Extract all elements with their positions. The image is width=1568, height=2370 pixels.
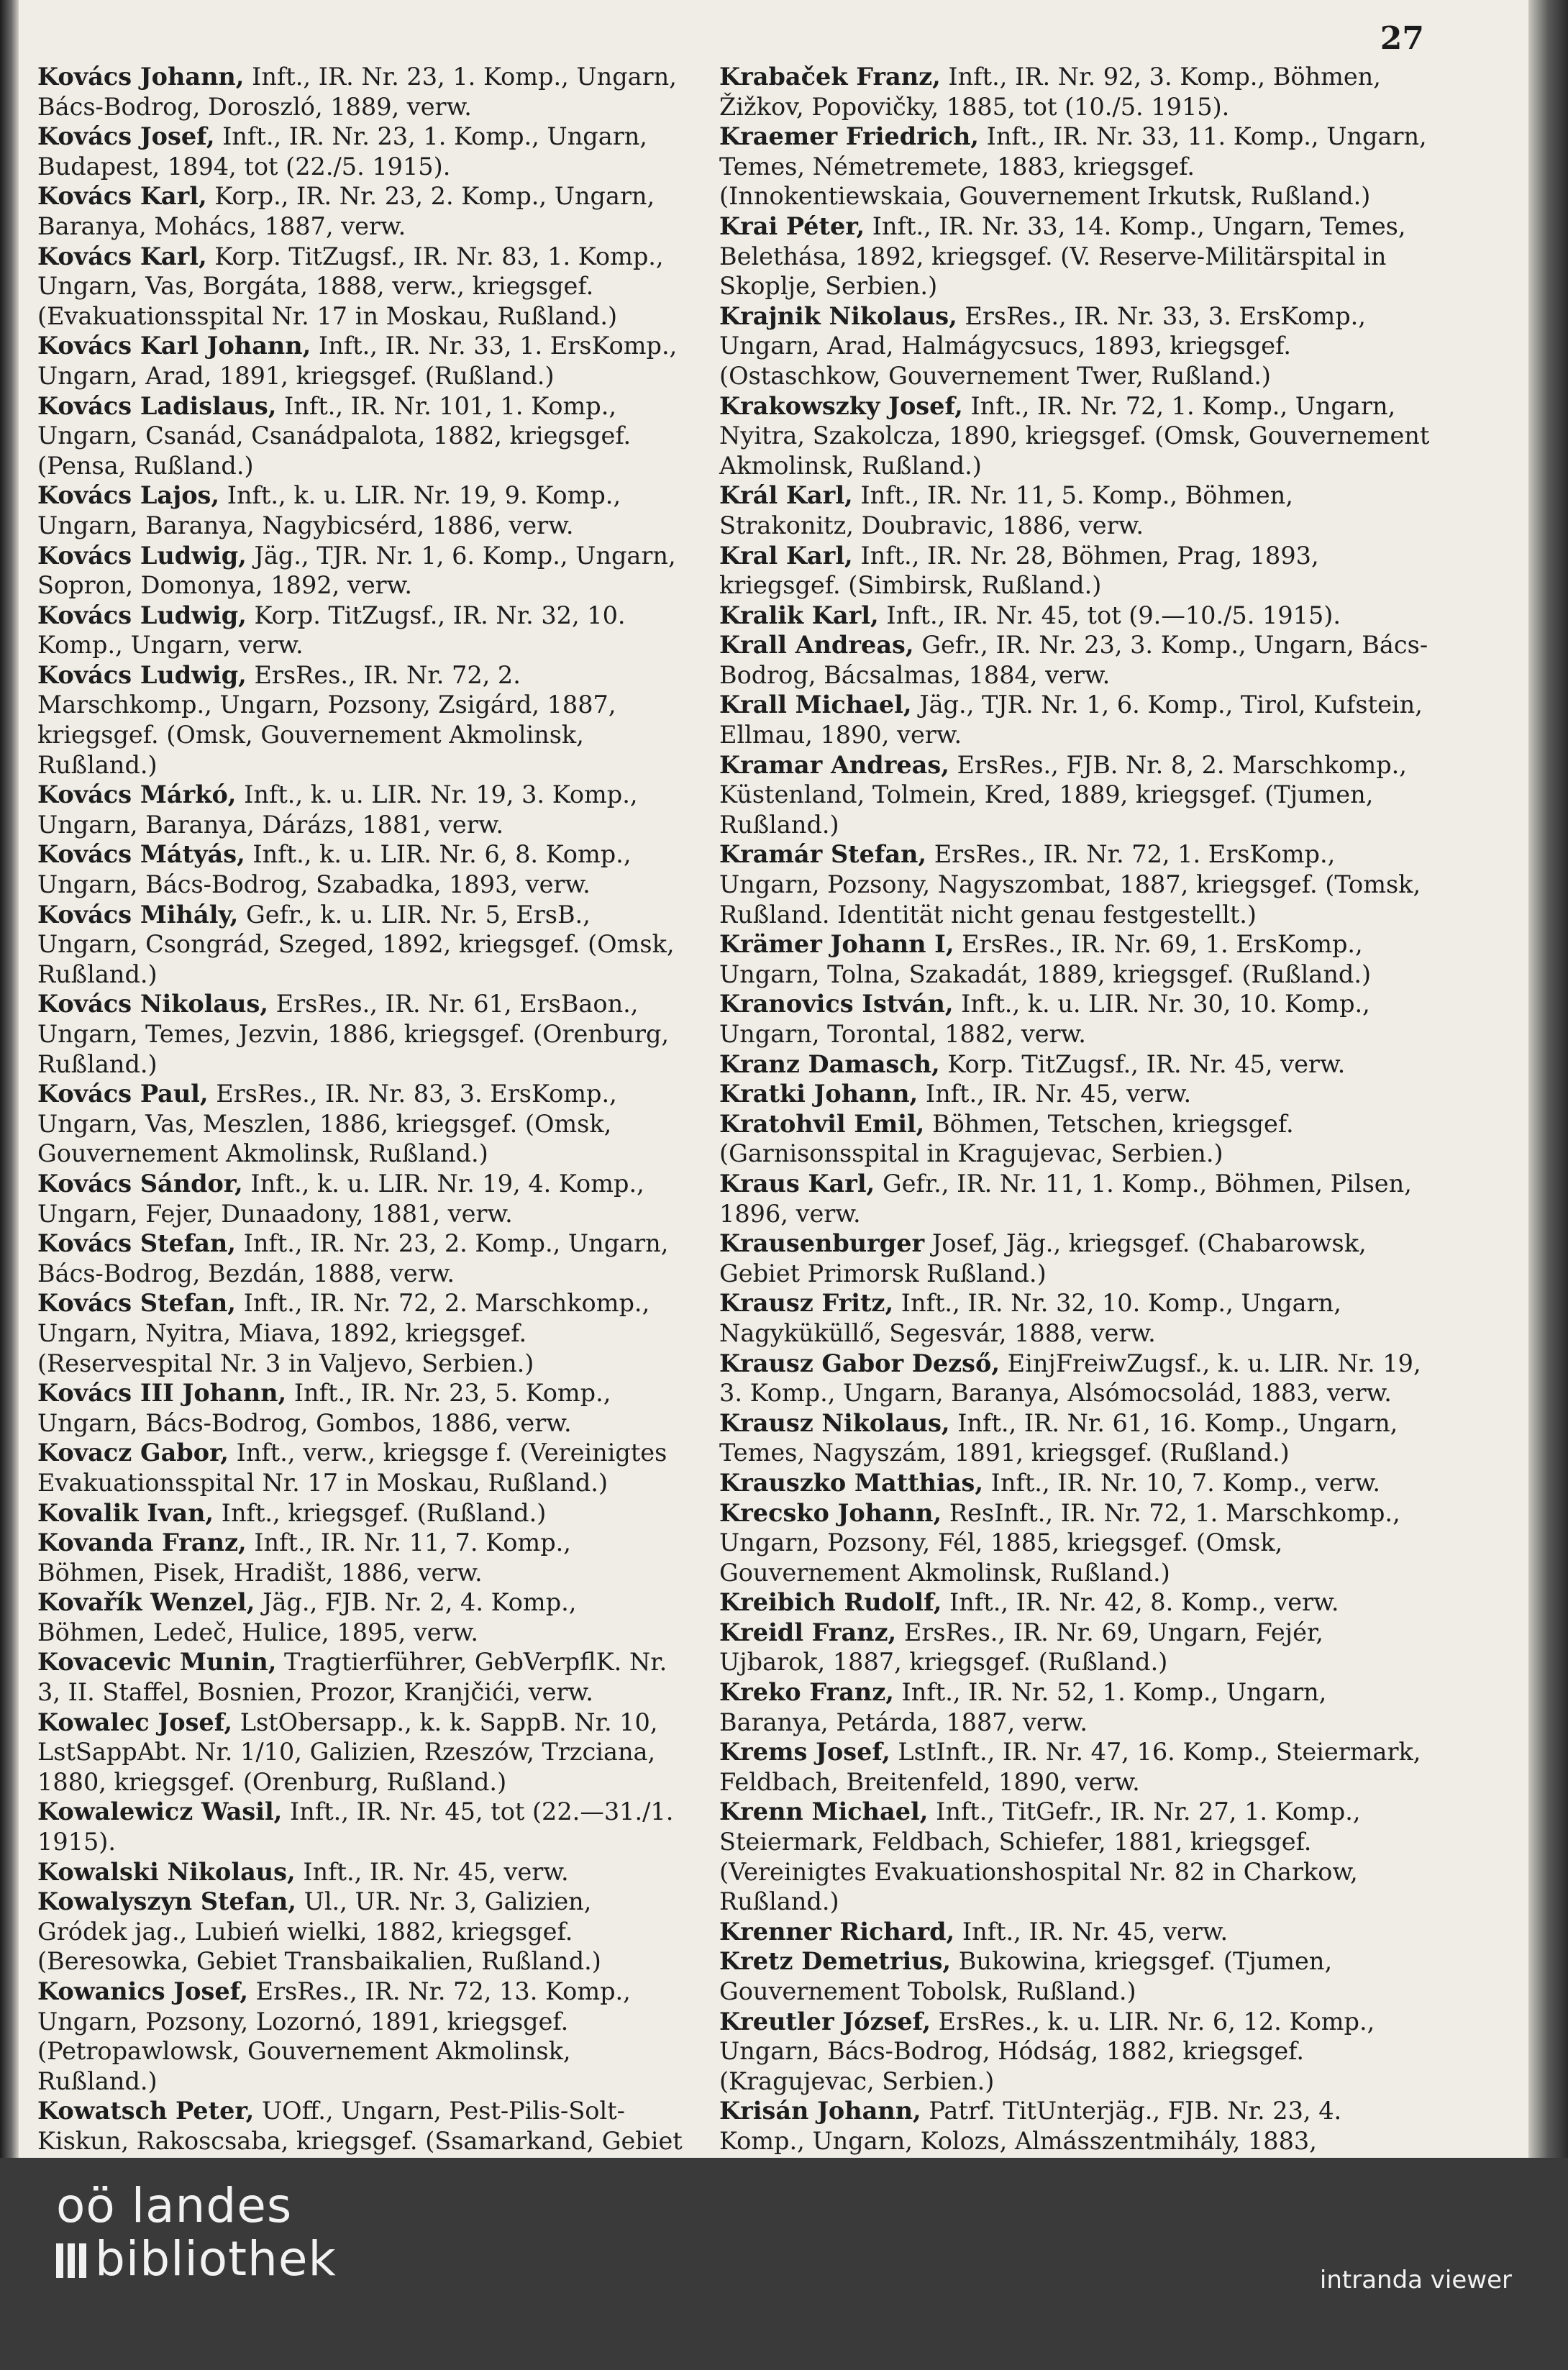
register-entry: [719, 1288, 1431, 1348]
register-entry: [719, 1917, 1431, 1947]
register-entry: [719, 301, 1431, 391]
register-entry: [719, 690, 1431, 749]
logo-line-1: oö landes: [56, 2178, 293, 2233]
entry-details: ErsRes., IR. Nr. 72, 13. Komp., Ungarn, Pozsony, Lozornó, 1891, kriegsgef. (Petropawlowsk, Gouvernement Akmolinsk, Rußland.): [37, 1977, 631, 2095]
entry-name: Kovács Josef,: [37, 122, 215, 151]
register-entry: [37, 989, 685, 1079]
entry-details: Inft., verw., kriegsge f. (Vereinigtes Evakuationsspital Nr. 17 in Moskau, Rußland.): [37, 1439, 667, 1497]
register-entry: [37, 1647, 685, 1707]
book-binding: [0, 0, 19, 2158]
entry-details: Inft., IR. Nr. 32, 10. Komp., Ungarn, Nagyküküllő, Segesvár, 1888, verw.: [719, 1289, 1341, 1347]
entry-details: Inft., IR. Nr. 33, 14. Komp., Ungarn, Temes, Belethása, 1892, kriegsgef. (V. Reserve-Militärspital in Skoplje, Serbien.): [719, 211, 1406, 301]
entry-name: Kovács Karl,: [37, 242, 207, 270]
register-entry: [37, 1708, 685, 1797]
entry-name: Kovács Paul,: [37, 1080, 209, 1108]
entry-name: Krausenburger: [719, 1229, 925, 1258]
entry-name: Kovalik Ivan,: [37, 1498, 214, 1527]
register-entry: [719, 122, 1431, 211]
entry-details: EinjFreiwZugsf., k. u. LIR. Nr. 19, 3. Komp., Ungarn, Baranya, Alsómocsolád, 1883, verw.: [719, 1349, 1421, 1408]
register-entry: [719, 1677, 1431, 1737]
entry-name: Krauszko Matthias,: [719, 1468, 983, 1497]
entry-name: Kratki Johann,: [719, 1080, 919, 1108]
register-entry: [37, 62, 685, 122]
entry-details: Bukowina, kriegsgef. (Tjumen, Gouvernement Tobolsk, Rußland.): [719, 1947, 1333, 2005]
register-entry: [719, 1169, 1431, 1229]
entry-name: Kovács Karl,: [37, 182, 207, 211]
entry-details: Inft., k. u. LIR. Nr. 19, 9. Komp., Ungarn, Baranya, Nagybicsérd, 1886, verw.: [37, 481, 621, 539]
entry-details: Inft., IR. Nr. 45, verw.: [954, 1917, 1229, 1946]
register-entry: [719, 1109, 1431, 1169]
register-entry: [719, 1349, 1431, 1408]
entry-details: ErsRes., IR. Nr. 72, 2. Marschkomp., Ungarn, Pozsony, Zsigárd, 1887, kriegsgef. (Omsk, Gouvernement Akmolinsk, Rußland.): [37, 660, 616, 779]
entry-name: Kovacevic Munin,: [37, 1648, 277, 1677]
entry-name: Kranz Damasch,: [719, 1049, 940, 1078]
entry-name: Kranovics István,: [719, 990, 954, 1018]
entry-details: Inft., IR. Nr. 11, 7. Komp., Böhmen, Pisek, Hradišt, 1886, verw.: [37, 1528, 571, 1587]
register-entry: [37, 1797, 685, 1856]
entry-name: Krisán Johann,: [719, 2097, 921, 2125]
entry-name: Kraus Karl,: [719, 1169, 875, 1198]
entry-name: Kovács Ladislaus,: [37, 391, 277, 420]
register-entry: [719, 1049, 1431, 1080]
entry-name: Kovács Lajos,: [37, 481, 220, 510]
entry-name: Kovács Márkó,: [37, 780, 237, 809]
register-entry: [37, 242, 685, 332]
register-entry: [719, 62, 1431, 122]
register-entry: [37, 1288, 685, 1378]
entry-details: Ul., UR. Nr. 3, Galizien, Gródek jag., Lubień wielki, 1882, kriegsgef. (Beresowka, Gebiet Transbaikalien, Rußland.): [37, 1887, 601, 1976]
register-entry: [37, 1528, 685, 1587]
register-entry: [719, 1229, 1431, 1288]
entry-name: Kovanda Franz,: [37, 1528, 247, 1557]
entry-details: Inft., IR. Nr. 10, 7. Komp., verw.: [983, 1468, 1381, 1497]
entry-details: ErsRes., IR. Nr. 72, 1. ErsKomp., Ungarn, Pozsony, Nagyszombat, 1887, kriegsgef. (Tomsk, Rußland. Identität nicht genau festgestellt.): [719, 840, 1421, 929]
register-entry: [37, 391, 685, 481]
register-entry: [37, 1169, 685, 1229]
entry-details: Inft., IR. Nr. 45, verw.: [918, 1080, 1192, 1108]
entry-details: Inft., IR. Nr. 72, 2. Marschkomp., Ungarn, Nyitra, Miava, 1892, kriegsgef. (Reservespital Nr. 3 in Valjevo, Serbien.): [37, 1289, 650, 1377]
entry-name: Krämer Johann I,: [719, 930, 954, 959]
entry-details: Inft., IR. Nr. 28, Böhmen, Prag, 1893, kriegsgef. (Simbirsk, Rußland.): [719, 541, 1319, 600]
entry-name: Kowanics Josef,: [37, 1977, 248, 2005]
register-entry: [37, 900, 685, 990]
register-entry: [37, 780, 685, 839]
entry-name: Kovács Karl Johann,: [37, 332, 311, 360]
entry-details: Inft., IR. Nr. 11, 5. Komp., Böhmen, Strakonitz, Doubravic, 1886, verw.: [719, 481, 1293, 539]
right-column: [719, 62, 1431, 2158]
register-entry: [37, 1857, 685, 1887]
entry-name: Krai Péter,: [719, 211, 865, 240]
register-entry: [37, 1587, 685, 1647]
entry-details: Inft., IR. Nr. 45, tot (9.—10./5. 1915).: [878, 601, 1341, 629]
entry-name: Krausz Gabor Dezső,: [719, 1349, 1000, 1377]
entry-name: Krall Andreas,: [719, 631, 914, 660]
entry-name: Kreutler József,: [719, 2007, 931, 2036]
entry-name: Kramar Andreas,: [719, 750, 949, 779]
register-entry: [37, 1977, 685, 2096]
entry-details: Tragtierführer, GebVerpflK. Nr. 3, II. Staffel, Bosnien, Prozor, Kranjčići, verw.: [37, 1648, 667, 1707]
entry-details: Inft., IR. Nr. 61, 16. Komp., Ungarn, Temes, Nagyszám, 1891, kriegsgef. (Rußland.): [719, 1408, 1398, 1467]
entry-details: LstObersapp., k. k. SappB. Nr. 10, LstSappAbt. Nr. 1/10, Galizien, Rzeszów, Trzciana, 1880, kriegsgef. (Orenburg, Rußland.): [37, 1708, 658, 1796]
entry-name: Kovács Stefan,: [37, 1289, 236, 1318]
entry-details: Böhmen, Tetschen, kriegsgef. (Garnisonsspital in Kragujevac, Serbien.): [719, 1109, 1294, 1168]
entry-name: Král Karl,: [719, 481, 853, 510]
register-entry: [719, 211, 1431, 301]
entry-details: LstInft., IR. Nr. 47, 16. Komp., Steiermark, Feldbach, Breitenfeld, 1890, verw.: [719, 1738, 1421, 1796]
entry-details: Jäg., FJB. Nr. 2, 4. Komp., Böhmen, Ledeč, Hulice, 1895, verw.: [37, 1588, 577, 1646]
register-entry: [719, 750, 1431, 840]
entry-name: Kowalec Josef,: [37, 1708, 233, 1736]
entry-details: Inft., IR. Nr. 92, 3. Komp., Böhmen, Žižkov, Popovičky, 1885, tot (10./5. 1915).: [719, 63, 1381, 121]
entry-details: Jäg., TJR. Nr. 1, 6. Komp., Tirol, Kufstein, Ellmau, 1890, verw.: [719, 691, 1423, 749]
entry-name: Kowalyszyn Stefan,: [37, 1887, 296, 1916]
entry-details: Inft., k. u. LIR. Nr. 6, 8. Komp., Ungarn, Bács-Bodrog, Szabadka, 1893, verw.: [37, 840, 632, 899]
entry-details: Inft., IR. Nr. 23, 1. Komp., Ungarn, Budapest, 1894, tot (22./5. 1915).: [37, 122, 647, 181]
entry-name: Kowatsch Peter,: [37, 2097, 255, 2125]
register-entry: [37, 541, 685, 601]
entry-name: Kovács Mátyás,: [37, 840, 245, 869]
entry-details: Inft., IR. Nr. 23, 2. Komp., Ungarn, Bács-Bodrog, Bezdán, 1888, verw.: [37, 1229, 669, 1287]
entry-details: Inft., kriegsgef. (Rußland.): [214, 1498, 547, 1527]
register-entry: [37, 1378, 685, 1438]
register-entry: [719, 630, 1431, 690]
register-entry: [719, 1797, 1431, 1916]
register-entry: [719, 1498, 1431, 1588]
entry-name: Krabaček Franz,: [719, 63, 941, 91]
entry-name: Kovacz Gabor,: [37, 1439, 229, 1467]
entry-name: Kramár Stefan,: [719, 840, 927, 869]
logo-line-2: bibliothek: [95, 2231, 337, 2287]
entry-details: Inft., IR. Nr. 23, 1. Komp., Ungarn, Bács-Bodrog, Doroszló, 1889, verw.: [37, 63, 677, 121]
entry-details: ErsRes., IR. Nr. 69, 1. ErsKomp., Ungarn, Tolna, Szakadát, 1889, kriegsgef. (Rußland.): [719, 930, 1372, 988]
entry-name: Krakowszky Josef,: [719, 391, 963, 420]
page-number: 27: [1380, 20, 1424, 57]
entry-details: Jäg., TJR. Nr. 1, 6. Komp., Ungarn, Sopron, Domonya, 1892, verw.: [37, 541, 676, 600]
register-entry: [719, 989, 1431, 1049]
entry-details: Inft., IR. Nr. 52, 1. Komp., Ungarn, Baranya, Petárda, 1887, verw.: [719, 1678, 1327, 1736]
entry-name: Krecsko Johann,: [719, 1498, 942, 1527]
entry-name: Krausz Nikolaus,: [719, 1408, 950, 1437]
register-entry: [719, 480, 1431, 540]
register-entry: [719, 1737, 1431, 1797]
entry-details: Inft., IR. Nr. 45, verw.: [295, 1857, 569, 1886]
register-entry: [719, 2007, 1431, 2097]
entry-name: Kovács Ludwig,: [37, 541, 247, 570]
left-column: [37, 62, 685, 2158]
library-logo[interactable]: [56, 2179, 337, 2289]
entry-details: Inft., IR. Nr. 101, 1. Komp., Ungarn, Csanád, Csanádpalota, 1882, kriegsgef. (Pensa, Rußland.): [37, 391, 632, 480]
entry-details: ErsRes., FJB. Nr. 8, 2. Marschkomp., Küstenland, Tolmein, Kred, 1889, kriegsgef. (Tjumen, Rußland.): [719, 750, 1407, 839]
entry-name: Krajnik Nikolaus,: [719, 301, 957, 330]
entry-name: Kovařík Wenzel,: [37, 1588, 255, 1617]
entry-name: Kovács Johann,: [37, 63, 245, 91]
register-entry: [719, 1408, 1431, 1468]
entry-name: Kraemer Friedrich,: [719, 122, 979, 151]
entry-details: UOff., Ungarn, Pest-Pilis-Solt-Kiskun, Rakoscsaba, kriegsgef. (Ssamarkand, Gebiet: [37, 2097, 683, 2155]
register-entry: [37, 839, 685, 899]
entry-details: Patrf. TitUnterjäg., FJB. Nr. 23, 4. Komp., Ungarn, Kolozs, Almásszentmihály, 1883,: [719, 2097, 1342, 2155]
register-entry: [37, 331, 685, 391]
entry-name: Kovács Nikolaus,: [37, 990, 269, 1018]
entry-name: Kovács Ludwig,: [37, 660, 247, 689]
entry-name: Kovács Ludwig,: [37, 601, 247, 629]
page-edge: [1528, 0, 1568, 2158]
entry-details: ErsRes., k. u. LIR. Nr. 6, 12. Komp., Ungarn, Bács-Bodrog, Hódság, 1882, kriegsgef. (Kragujevac, Serbien.): [719, 2007, 1375, 2095]
register-entry: [719, 1946, 1431, 2006]
register-entry: [37, 181, 685, 241]
entry-name: Krems Josef,: [719, 1738, 890, 1767]
entry-details: ResInft., IR. Nr. 72, 1. Marschkomp., Ungarn, Pozsony, Fél, 1885, kriegsgef. (Omsk, Gouvernement Akmolinsk, Rußland.): [719, 1498, 1400, 1587]
entry-name: Kowalewicz Wasil,: [37, 1797, 283, 1826]
register-entry: [37, 1079, 685, 1169]
entry-name: Kralik Karl,: [719, 601, 879, 629]
entry-details: Inft., k. u. LIR. Nr. 19, 3. Komp., Ungarn, Baranya, Dárázs, 1881, verw.: [37, 780, 638, 839]
entry-name: Kowalski Nikolaus,: [37, 1857, 296, 1886]
entry-name: Kratohvil Emil,: [719, 1109, 925, 1138]
entry-details: Gefr., IR. Nr. 23, 3. Komp., Ungarn, Bács-Bodrog, Bácsalmas, 1884, verw.: [719, 631, 1428, 689]
entry-details: Inft., IR. Nr. 33, 1. ErsKomp., Ungarn, Arad, 1891, kriegsgef. (Rußland.): [37, 332, 678, 390]
register-entry: [719, 2096, 1431, 2158]
register-entry: [719, 541, 1431, 601]
entry-details: Inft., IR. Nr. 45, tot (22.—31./1. 1915).: [37, 1797, 674, 1856]
entry-details: Korp., IR. Nr. 23, 2. Komp., Ungarn, Baranya, Mohács, 1887, verw.: [37, 182, 655, 240]
register-entry: [719, 1079, 1431, 1109]
entry-name: Kreibich Rudolf,: [719, 1588, 942, 1617]
entry-details: Korp. TitZugsf., IR. Nr. 45, verw.: [939, 1049, 1346, 1078]
entry-name: Kral Karl,: [719, 541, 853, 570]
register-entry: [37, 1438, 685, 1498]
entry-details: Inft., TitGefr., IR. Nr. 27, 1. Komp., Steiermark, Feldbach, Schiefer, 1881, kriegsgef. (Vereinigtes Evakuationshospital Nr. 82 in Charkow, Rußland.): [719, 1797, 1361, 1916]
entry-details: ErsRes., IR. Nr. 33, 3. ErsKomp., Ungarn, Arad, Halmágycsucs, 1893, kriegsgef. (Ostaschkow, Gouvernement Twer, Rußland.): [719, 301, 1366, 390]
entry-details: Gefr., k. u. LIR. Nr. 5, ErsB., Ungarn, Csongrád, Szeged, 1892, kriegsgef. (Omsk, Rußland.): [37, 900, 675, 988]
entry-details: Inft., k. u. LIR. Nr. 19, 4. Komp., Ungarn, Fejer, Dunaadony, 1881, verw.: [37, 1169, 644, 1228]
register-entry: [719, 391, 1431, 481]
entry-name: Krausz Fritz,: [719, 1289, 894, 1318]
entry-details: Josef, Jäg., kriegsgef. (Chabarowsk, Gebiet Primorsk Rußland.): [719, 1229, 1367, 1287]
entry-name: Krenn Michael,: [719, 1797, 929, 1826]
register-entry: [719, 839, 1431, 929]
register-entry: [719, 929, 1431, 989]
entry-details: ErsRes., IR. Nr. 61, ErsBaon., Ungarn, Temes, Jezvin, 1886, kriegsgef. (Orenburg, Rußland.): [37, 990, 670, 1078]
entry-name: Kovács Stefan,: [37, 1229, 236, 1258]
entry-details: Gefr., IR. Nr. 11, 1. Komp., Böhmen, Pilsen, 1896, verw.: [719, 1169, 1412, 1228]
register-entry: [37, 1229, 685, 1288]
register-entry: [719, 1618, 1431, 1677]
register-entry: [37, 2096, 685, 2158]
entry-name: Kreidl Franz,: [719, 1618, 897, 1646]
logo-bars-icon: [56, 2235, 91, 2289]
entry-name: Krall Michael,: [719, 691, 912, 719]
entry-name: Kreko Franz,: [719, 1678, 894, 1707]
register-entry: [37, 122, 685, 181]
register-entry: [37, 480, 685, 540]
entry-details: Korp. TitZugsf., IR. Nr. 83, 1. Komp., Ungarn, Vas, Borgáta, 1888, verw., kriegsgef. (Evakuationsspital Nr. 17 in Moskau, Rußland.): [37, 242, 664, 330]
entry-name: Krenner Richard,: [719, 1917, 955, 1946]
entry-details: Inft., IR. Nr. 72, 1. Komp., Ungarn, Nyitra, Szakolcza, 1890, kriegsgef. (Omsk, Gouvernement Akmolinsk, Rußland.): [719, 391, 1430, 480]
entry-details: Inft., IR. Nr. 33, 11. Komp., Ungarn, Temes, Németremete, 1883, kriegsgef. (Innokentiewskaia, Gouvernement Irkutsk, Rußland.): [719, 122, 1427, 211]
register-entry: [719, 1468, 1431, 1498]
register-entry: [719, 601, 1431, 631]
register-entry: [37, 660, 685, 780]
entry-name: Kovács III Johann,: [37, 1379, 287, 1408]
register-entry: [719, 1587, 1431, 1618]
entry-name: Kovács Sándor,: [37, 1169, 243, 1198]
viewer-label[interactable]: intranda viewer: [1319, 2266, 1512, 2294]
entry-details: Inft., IR. Nr. 42, 8. Komp., verw.: [942, 1588, 1339, 1617]
entry-name: Kretz Demetrius,: [719, 1947, 952, 1976]
register-entry: [37, 1498, 685, 1528]
register-entry: [37, 601, 685, 660]
entry-details: Inft., IR. Nr. 23, 5. Komp., Ungarn, Bács-Bodrog, Gombos, 1886, verw.: [37, 1379, 611, 1437]
entry-details: ErsRes., IR. Nr. 69, Ungarn, Fejér, Ujbarok, 1887, kriegsgef. (Rußland.): [719, 1618, 1323, 1677]
entry-details: Korp. TitZugsf., IR. Nr. 32, 10. Komp., Ungarn, verw.: [37, 601, 626, 660]
entry-details: ErsRes., IR. Nr. 83, 3. ErsKomp., Ungarn, Vas, Meszlen, 1886, kriegsgef. (Omsk, Gouvernement Akmolinsk, Rußland.): [37, 1080, 617, 1168]
register-entry: [37, 1887, 685, 1977]
entry-details: Inft., k. u. LIR. Nr. 30, 10. Komp., Ungarn, Torontal, 1882, verw.: [719, 990, 1370, 1048]
entry-name: Kovács Mihály,: [37, 900, 239, 929]
